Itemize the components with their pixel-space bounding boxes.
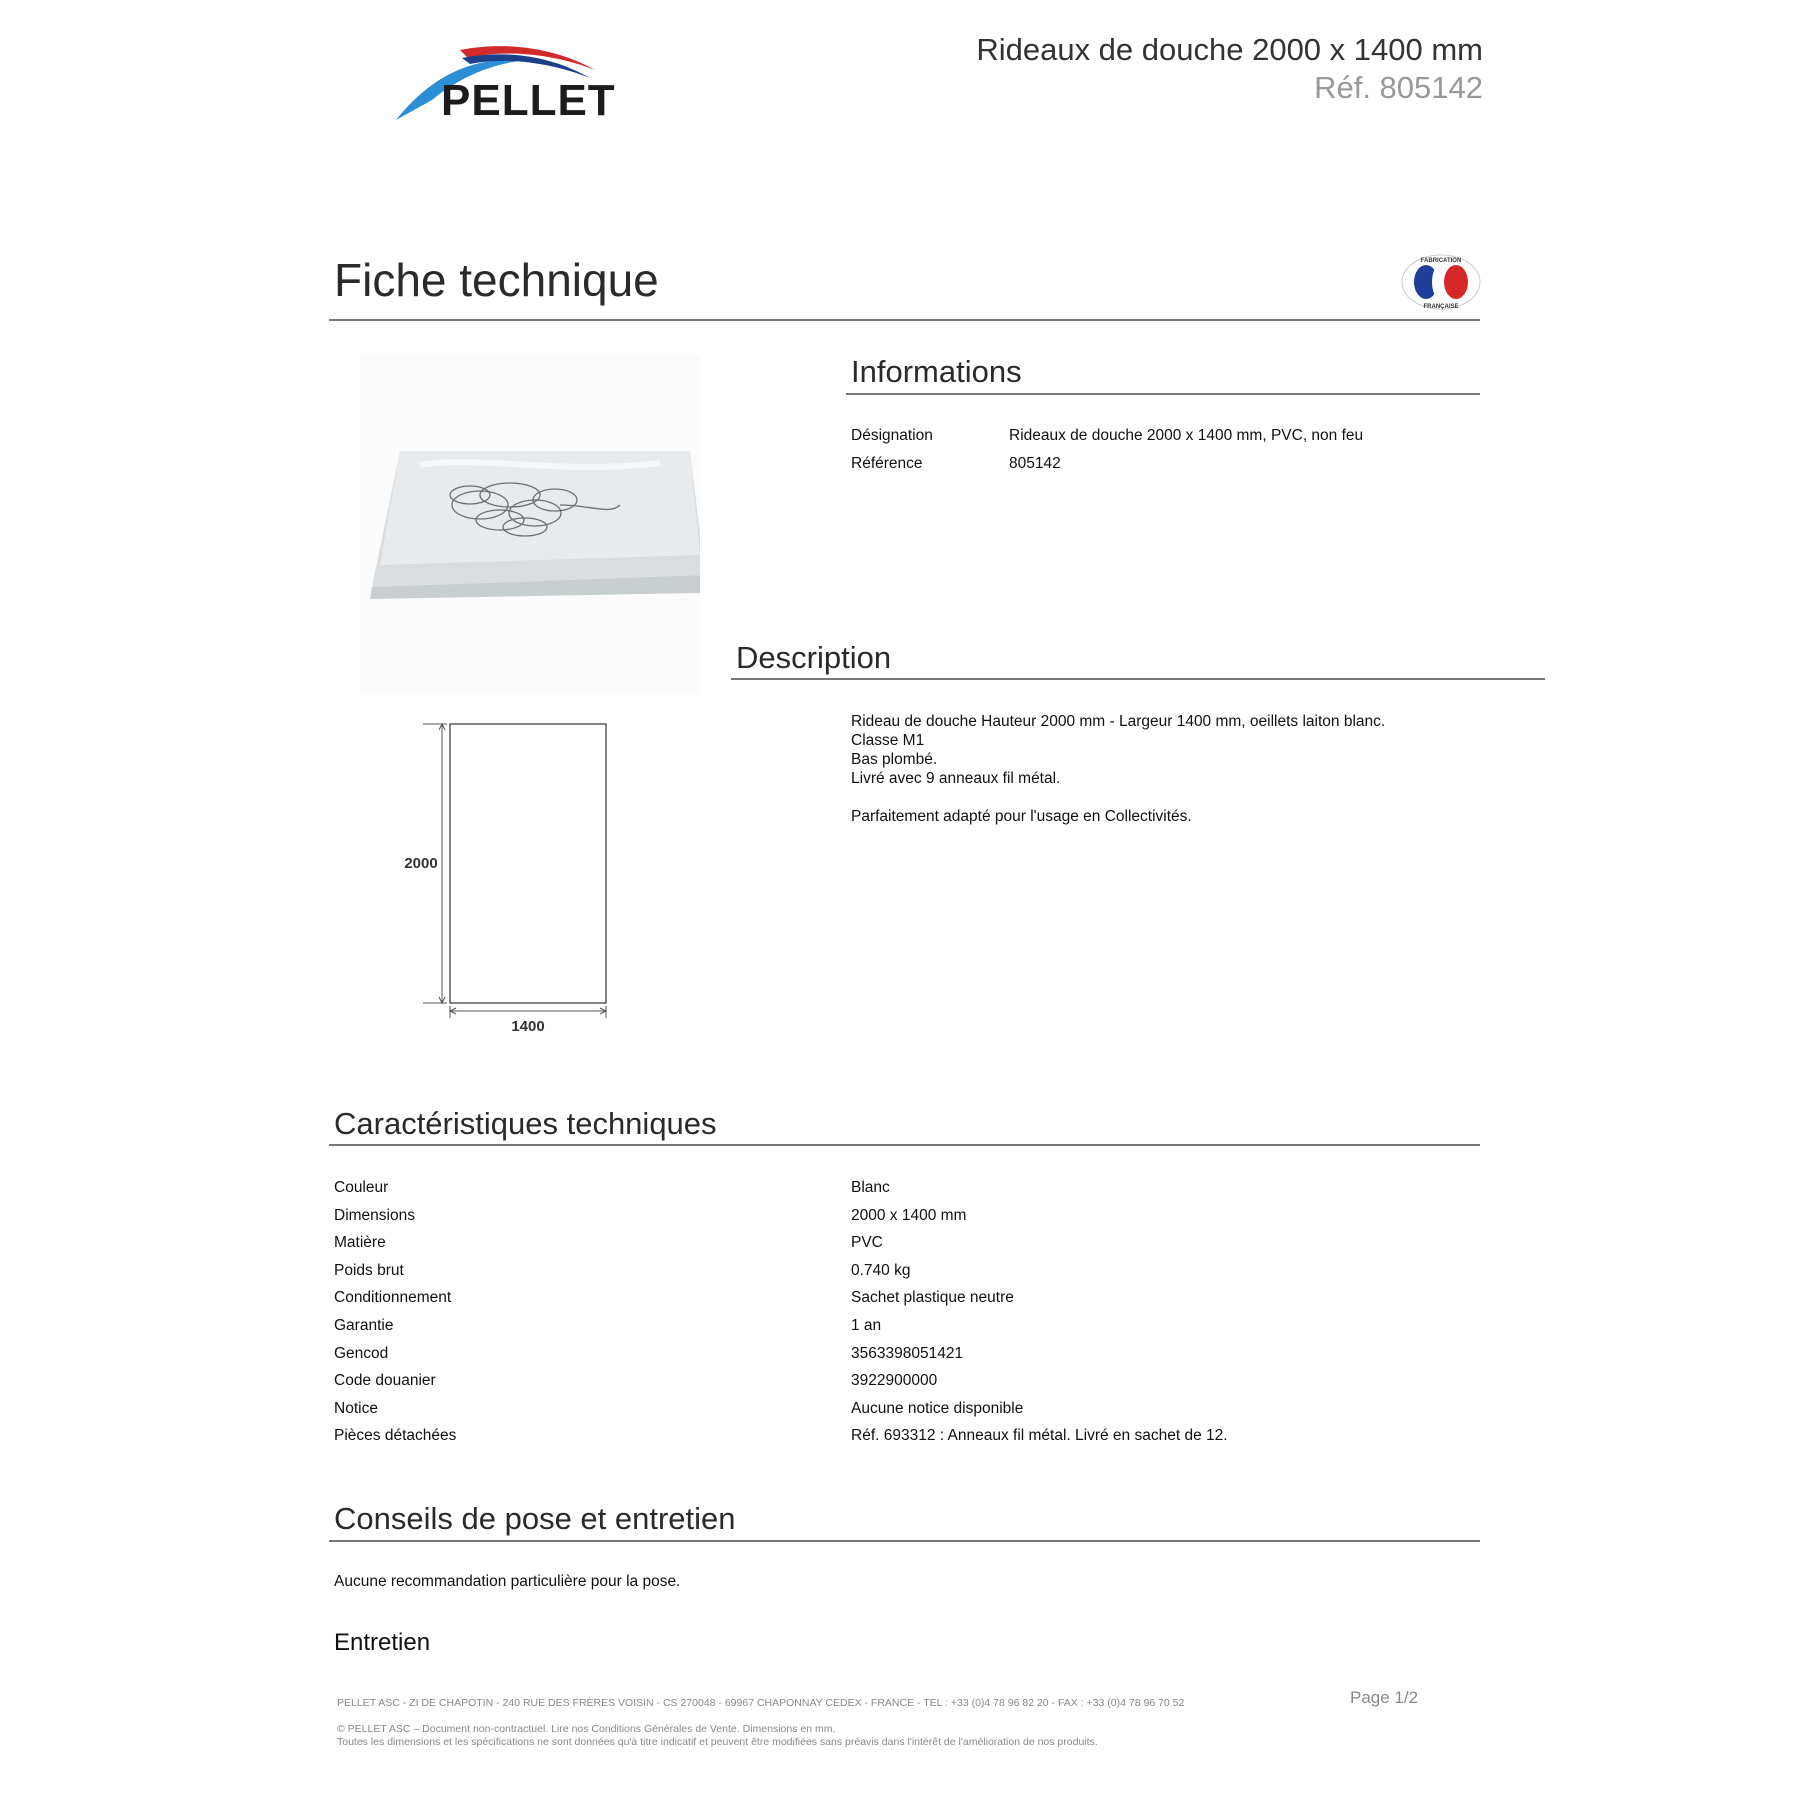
dimension-drawing xyxy=(395,715,620,1035)
informations-rule xyxy=(846,393,1480,395)
spec-label: Pièces détachées xyxy=(334,1427,457,1445)
spec-row xyxy=(334,1316,1480,1344)
description-line: Bas plombé. xyxy=(851,751,938,768)
footer-address: PELLET ASC - ZI DE CHAPOTIN - 240 RUE DES FRÈRES VOISIN - CS 270048 - 69967 CHAPONNAY CEDEX - FRANCE - TEL : +33 (0)4 78 96 82 20 - FAX : +33 (0)4 78 96 70 52 xyxy=(337,1697,1185,1709)
spec-row xyxy=(334,1206,1480,1234)
flag-red-icon xyxy=(1444,265,1468,299)
entretien-heading: Entretien xyxy=(334,1629,431,1656)
product-reference: Réf. 805142 xyxy=(1314,70,1483,105)
page-title: Fiche technique xyxy=(334,254,659,306)
spec-value: 3922900000 xyxy=(851,1372,938,1390)
footer-legal xyxy=(337,1723,1098,1749)
spec-label: Garantie xyxy=(334,1316,394,1334)
badge-bottom-text: FRANÇAISE xyxy=(1423,304,1459,310)
conseils-heading: Conseils de pose et entretien xyxy=(334,1501,736,1536)
spec-label: Matière xyxy=(334,1234,386,1252)
width-dimension-label: 1400 xyxy=(511,1018,545,1035)
page-title-rule xyxy=(329,319,1480,321)
conseils-rule xyxy=(329,1540,1480,1542)
footer-legal-line-1: © PELLET ASC – Document non-contractuel. Lire nos Conditions Générales de Vente. Dimensions en mm. xyxy=(337,1723,836,1735)
spec-row xyxy=(334,1399,1480,1427)
spec-value: Aucune notice disponible xyxy=(851,1399,1024,1417)
spec-value: PVC xyxy=(851,1234,883,1252)
spec-value: 3563398051421 xyxy=(851,1344,964,1362)
description-line xyxy=(851,788,1471,807)
spec-label: Code douanier xyxy=(334,1372,436,1390)
spec-row xyxy=(334,1426,1480,1454)
logo-wordmark: PELLET xyxy=(441,76,616,125)
info-label-reference: Référence xyxy=(851,455,923,472)
spec-label: Dimensions xyxy=(334,1206,415,1224)
badge-top-text: FABRICATION xyxy=(1420,258,1462,264)
product-photo xyxy=(360,355,700,695)
info-label-designation: Désignation xyxy=(851,427,933,444)
description-line: Classe M1 xyxy=(851,732,925,749)
spec-row xyxy=(334,1261,1480,1289)
spec-value: 1 an xyxy=(851,1316,882,1334)
spec-value: 2000 x 1400 mm xyxy=(851,1206,967,1224)
spec-value: 0.740 kg xyxy=(851,1261,911,1279)
product-title: Rideaux de douche 2000 x 1400 mm xyxy=(976,32,1483,67)
caracteristiques-table xyxy=(334,1178,1480,1454)
description-heading: Description xyxy=(736,640,892,675)
description-line: Livré avec 9 anneaux fil métal. xyxy=(851,770,1061,787)
info-value-designation: Rideaux de douche 2000 x 1400 mm, PVC, non feu xyxy=(1009,427,1364,444)
informations-heading: Informations xyxy=(851,354,1022,389)
spec-row xyxy=(334,1344,1480,1372)
footer-legal-line-2: Toutes les dimensions et les spécifications ne sont données qu'à titre indicatif et peuvent être modifiées sans préavis dans l'intérêt de l'amélioration de nos produits. xyxy=(337,1736,1098,1748)
page-number: Page 1/2 xyxy=(1350,1688,1419,1707)
spec-row xyxy=(334,1178,1480,1206)
caracteristiques-rule xyxy=(329,1144,1480,1146)
description-line: Rideau de douche Hauteur 2000 mm - Largeur 1400 mm, oeillets laiton blanc. xyxy=(851,713,1386,730)
description-rule xyxy=(731,678,1545,680)
caracteristiques-heading: Caractéristiques techniques xyxy=(334,1106,717,1141)
spec-row xyxy=(334,1288,1480,1316)
height-dimension-label: 2000 xyxy=(404,855,438,872)
spec-row xyxy=(334,1233,1480,1261)
curtain-outline xyxy=(450,724,606,1003)
spec-label: Couleur xyxy=(334,1179,389,1196)
conseils-text: Aucune recommandation particulière pour la pose. xyxy=(334,1573,681,1590)
spec-label: Poids brut xyxy=(334,1261,404,1279)
info-value-reference: 805142 xyxy=(1009,455,1061,472)
fabrication-francaise-badge xyxy=(1400,253,1482,311)
spec-label: Notice xyxy=(334,1399,378,1417)
spec-row xyxy=(334,1371,1480,1399)
spec-label: Conditionnement xyxy=(334,1289,452,1307)
spec-value: Sachet plastique neutre xyxy=(851,1289,1014,1307)
spec-value: Blanc xyxy=(851,1179,890,1196)
spec-value: Réf. 693312 : Anneaux fil métal. Livré en sachet de 12. xyxy=(851,1427,1228,1445)
description-line: Parfaitement adapté pour l'usage en Collectivités. xyxy=(851,808,1192,825)
spec-label: Gencod xyxy=(334,1344,389,1362)
description-text xyxy=(851,712,1471,826)
